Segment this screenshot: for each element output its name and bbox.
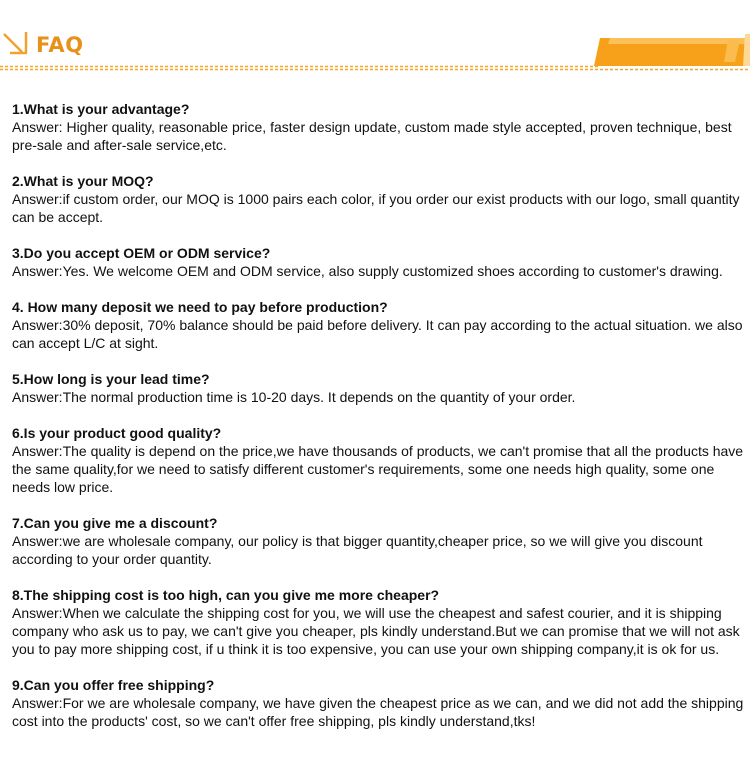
faq-answer: Answer:Yes. We welcome OEM and ODM service, also supply customized shoes according to customer's drawing. xyxy=(12,263,723,279)
faq-question: 1.What is your advantage? xyxy=(12,101,190,117)
faq-answer: Answer:For we are wholesale company, we have given the cheapest price as we can, and we did not add the shipping cost into the products' cost, so we can't offer free shipping, pls kindly understand,tks! xyxy=(12,695,744,729)
faq-question: 6.Is your product good quality? xyxy=(12,425,222,441)
faq-question: 5.How long is your lead time? xyxy=(12,371,210,387)
faq-question: 9.Can you offer free shipping? xyxy=(12,677,215,693)
faq-question: 7.Can you give me a discount? xyxy=(12,515,218,531)
faq-question: 3.Do you accept OEM or ODM service? xyxy=(12,245,271,261)
faq-answer: Answer:we are wholesale company, our policy is that bigger quantity,cheaper price, so we will give you discount according to your order quantity. xyxy=(12,533,703,567)
faq-answer: Answer:The quality is depend on the price,we have thousands of products, we can't promise that all the products have the same quality,for we need to satisfy different customer's requirements, some one needs high quality, some one needs low price. xyxy=(12,443,744,495)
faq-question: 4. How many deposit we need to pay before production? xyxy=(12,299,388,315)
faq-answer: Answer:30% deposit, 70% balance should be paid before delivery. It can pay according to the actual situation. we also can accept L/C at sight. xyxy=(12,317,743,351)
faq-item xyxy=(12,298,748,352)
faq-item xyxy=(12,370,748,406)
faq-list xyxy=(12,100,748,748)
faq-answer: Answer:When we calculate the shipping cost for you, we will use the cheapest and safest courier, and it is shipping company who ask us to pay, we can't give you cheaper, pls kindly understand.But we can promise that we will not ask you to pay more shipping cost, if u think it is too expensive, you can use your own shipping company,it is ok for us. xyxy=(12,605,740,657)
faq-item xyxy=(12,424,748,496)
faq-item xyxy=(12,172,748,226)
faq-question: 2.What is your MOQ? xyxy=(12,173,154,189)
faq-item xyxy=(12,586,748,658)
faq-title: FAQ xyxy=(36,33,84,57)
arrow-icon xyxy=(4,32,27,53)
header-decoration xyxy=(0,0,750,80)
faq-answer: Answer: Higher quality, reasonable price, faster design update, custom made style accepted, proven technique, best pre-sale and after-sale service,etc. xyxy=(12,119,732,153)
faq-question: 8.The shipping cost is too high, can you give me more cheaper? xyxy=(12,587,440,603)
faq-header xyxy=(0,0,750,80)
faq-item xyxy=(12,100,748,154)
faq-item xyxy=(12,244,748,280)
faq-item xyxy=(12,514,748,568)
faq-item xyxy=(12,676,748,730)
faq-answer: Answer:if custom order, our MOQ is 1000 pairs each color, if you order our exist products with our logo, small quantity can be accept. xyxy=(12,191,740,225)
faq-answer: Answer:The normal production time is 10-20 days. It depends on the quantity of your order. xyxy=(12,389,576,405)
